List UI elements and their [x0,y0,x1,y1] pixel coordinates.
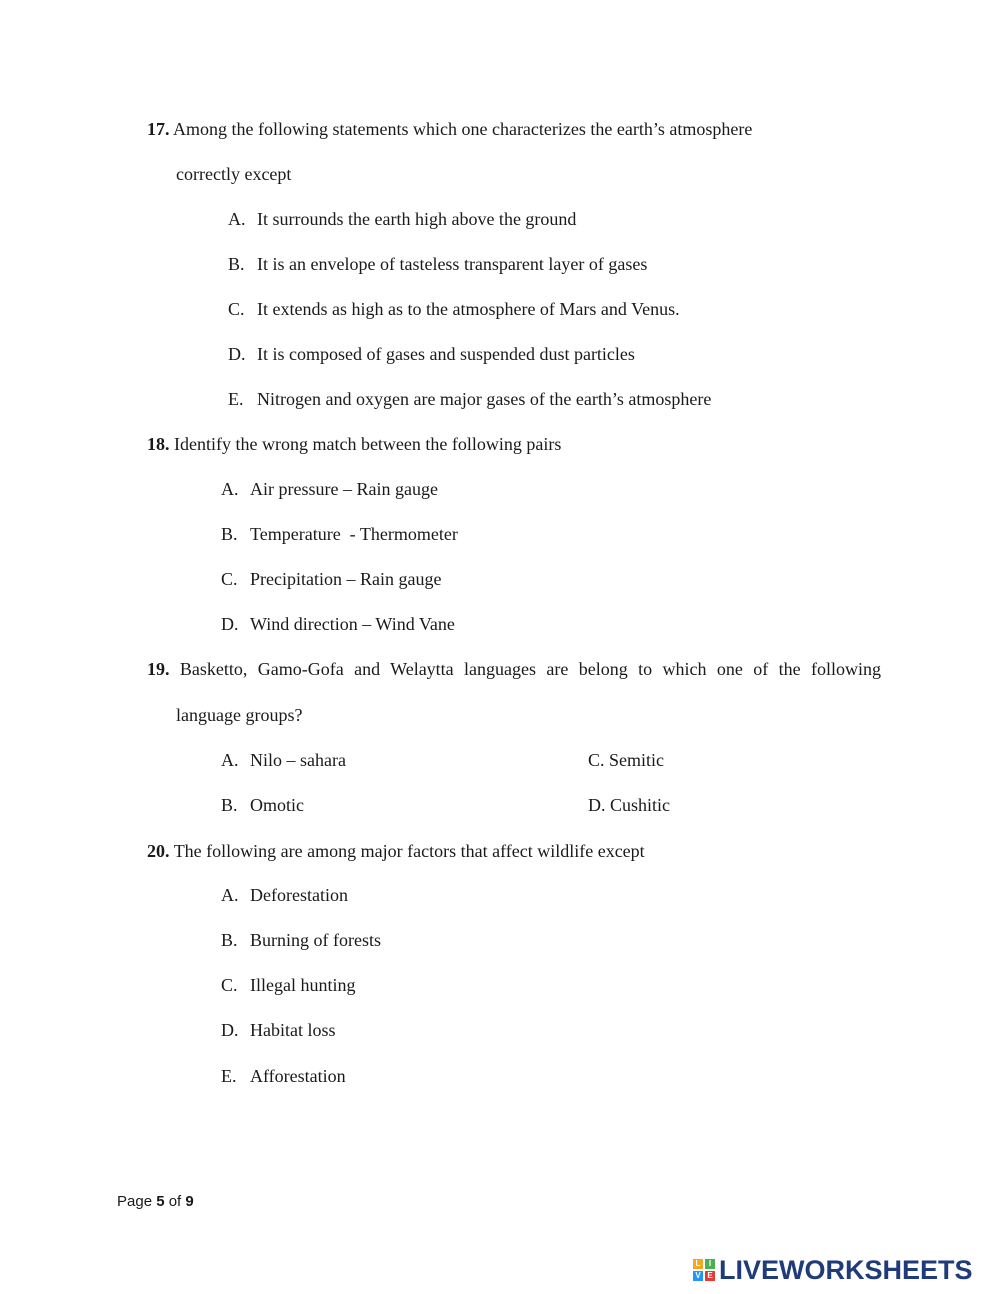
option-text: Semitic [609,750,665,770]
question-20-option-c [221,974,355,996]
question-20-option-b [221,929,381,951]
option-letter: D. [588,795,606,815]
option-letter: B. [221,524,238,544]
option-letter: D. [228,344,246,364]
option-letter: C. [228,299,245,319]
live-icon-letter: V [693,1271,703,1281]
brand-text: LIVEWORKSHEETS [719,1254,973,1285]
option-letter: C. [221,569,238,589]
question-18-option-b [221,523,458,545]
question-20-option-d [221,1019,336,1041]
option-letter: A. [228,209,246,229]
option-letter: E. [221,1066,237,1086]
page-total: 9 [185,1193,194,1210]
option-letter: D. [221,1020,239,1040]
question-18-option-a [221,478,438,500]
option-letter: A. [221,479,239,499]
question-19-option-a [221,749,346,771]
question-19-stem [147,658,881,680]
option-text: Temperature - Thermometer [250,524,458,544]
option-text: It extends as high as to the atmosphere of Mars and Venus. [257,299,680,319]
option-text: Deforestation [250,885,348,905]
option-letter: E. [228,389,244,409]
question-18-option-d [221,613,455,635]
option-letter: B. [221,795,238,815]
option-letter: B. [221,930,238,950]
page-middle: of [164,1193,186,1210]
question-20-option-e [221,1065,346,1087]
question-19-option-c [588,749,664,771]
question-18-option-c [221,568,441,590]
question-19-option-b [221,794,304,816]
question-20-stem [147,840,645,862]
option-text: Cushitic [610,795,671,815]
option-letter: D. [221,614,239,634]
page-number [117,1192,194,1212]
question-17-option-a [228,208,576,230]
option-text: Nitrogen and oxygen are major gases of the earth’s atmosphere [257,389,712,409]
option-text: Habitat loss [250,1020,336,1040]
question-17-stem [147,118,752,140]
question-17-option-e [228,388,711,410]
question-number: 17. [147,119,170,139]
option-letter: A. [221,885,239,905]
question-number: 20. [147,841,170,861]
question-19-stem-cont: language groups? [176,705,303,725]
live-grid-icon [693,1259,715,1281]
option-letter: C. [221,975,238,995]
option-text: Omotic [250,795,304,815]
question-17-stem-cont: correctly except [176,164,292,184]
option-text: Air pressure – Rain gauge [250,479,438,499]
live-icon-letter: L [693,1259,703,1269]
option-text: Nilo – sahara [250,750,346,770]
option-text: It surrounds the earth high above the ground [257,209,577,229]
option-text: Illegal hunting [250,975,356,995]
question-18-stem [147,433,561,455]
liveworksheets-logo [693,1254,973,1286]
option-text: Wind direction – Wind Vane [250,614,455,634]
option-text: Afforestation [250,1066,346,1086]
question-number: 19. [147,659,170,679]
question-number: 18. [147,434,170,454]
live-icon-letter: I [705,1259,715,1269]
page-current: 5 [156,1193,165,1210]
question-text: Basketto, Gamo-Gofa and Welaytta languages are belong to which one of the following [179,659,881,679]
question-17-option-c [228,298,680,320]
question-text: Among the following statements which one characterizes the earth’s atmosphere [173,119,753,139]
option-text: Burning of forests [250,930,381,950]
option-text: Precipitation – Rain gauge [250,569,442,589]
question-20-option-a [221,884,348,906]
live-icon-letter: E [705,1271,715,1281]
option-letter: A. [221,750,239,770]
option-letter: C. [588,750,605,770]
option-text: It is composed of gases and suspended dust particles [257,344,635,364]
question-17-option-b [228,253,647,275]
option-text: It is an envelope of tasteless transparent layer of gases [257,254,648,274]
question-17-option-d [228,343,635,365]
page-prefix: Page [117,1193,157,1210]
question-text: The following are among major factors that affect wildlife except [173,841,645,861]
option-letter: B. [228,254,245,274]
question-19-option-d [588,794,670,816]
question-text: Identify the wrong match between the following pairs [174,434,562,454]
